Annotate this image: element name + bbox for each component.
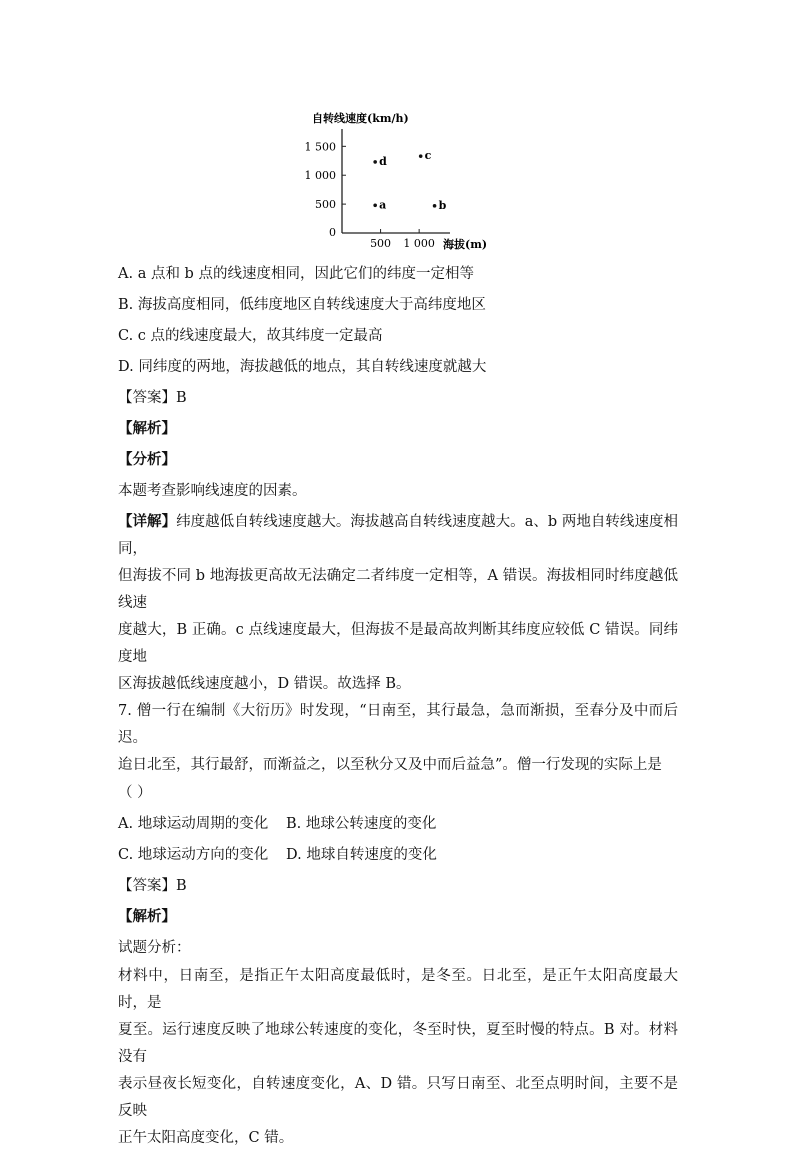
- point-label-d: d: [379, 154, 387, 168]
- q7-options-row-2: [118, 845, 678, 865]
- q7-explain-line-2: 夏至。运行速度反映了地球公转速度的变化，冬至时快，夏至时慢的特点。B 对。材料没有: [118, 1022, 678, 1065]
- q7-answer: 【答案】B: [118, 878, 187, 894]
- point-label-a: a: [379, 198, 387, 212]
- y-axis-label: 自转线速度(km/h): [312, 112, 409, 125]
- q7-analysis-label: 【解析】: [118, 908, 176, 925]
- q6-option-d: D. 同纬度的两地，海拔越低的地点，其自转线速度就越大: [118, 359, 487, 375]
- q7-option-a: A. 地球运动周期的变化: [118, 816, 269, 832]
- question-content: [118, 264, 678, 1152]
- data-point-c: [419, 154, 423, 158]
- x-tick-label: 1 000: [403, 237, 435, 250]
- q7-explain-line-1: 材料中，日南至，是指正午太阳高度最低时，是冬至。日北至，是正午太阳高度最大时，是: [118, 968, 678, 1011]
- q7-answer-paren: （ ）: [118, 785, 152, 801]
- data-point-d: [373, 160, 377, 164]
- chart-svg: [300, 105, 490, 255]
- q7-stem-line-1: 7. 僧一行在编制《大衍历》时发现，“日南至，其行最急，急而渐损，至春分及中而后迟。: [118, 703, 678, 746]
- q6-detail-text-1: 纬度越低自转线速度越大。海拔越高自转线速度越大。a、b 两地自转线速度相同，: [118, 514, 678, 557]
- q7-option-b: B. 地球公转速度的变化: [286, 816, 437, 832]
- q6-detail-line-2: 但海拔不同 b 地海拔更高故无法确定二者纬度一定相等，A 错误。海拔相同时纬度越低线速: [118, 568, 678, 611]
- q6-fenxi-label: 【分析】: [118, 451, 176, 468]
- q6-fenxi-text: 本题考查影响线速度的因素。: [118, 483, 307, 499]
- point-label-c: c: [424, 149, 432, 163]
- y-tick-label: 500: [315, 198, 336, 212]
- origin-label: 0: [329, 226, 336, 239]
- q6-detail-line-3: 度越大，B 正确。c 点线速度最大，但海拔不是最高故判断其纬度应较低 C 错误。同纬度地: [118, 622, 678, 665]
- q6-detail-line-1: [118, 508, 678, 563]
- q6-detail-label: 【详解】: [118, 513, 177, 530]
- q6-option-c: C. c 点的线速度最大，故其纬度一定最高: [118, 328, 383, 344]
- q6-detail: [118, 508, 678, 698]
- q7-option-d: D. 地球自转速度的变化: [286, 847, 437, 863]
- y-tick-label: 1 000: [304, 169, 336, 183]
- q7-explanation: [118, 963, 678, 1152]
- q6-detail-line-4: 区海拔越低线速度越小，D 错误。故选择 B。: [118, 676, 411, 692]
- q7-stem-line-2: 迨日北至，其行最舒，而渐益之，以至秋分又及中而后益急”。僧一行发现的实际上是: [118, 757, 662, 773]
- q7-explain-line-4: 正午太阳高度变化，C 错。: [118, 1130, 294, 1146]
- q7-explain-line-3: 表示昼夜长短变化，自转速度变化，A、D 错。只写日南至、北至点明时间，主要不是反映: [118, 1076, 678, 1119]
- q6-option-a: A. a 点和 b 点的线速度相同，因此它们的纬度一定相等: [118, 266, 474, 282]
- q7-stem: [118, 698, 678, 779]
- q7-test-label: 试题分析：: [118, 940, 191, 956]
- scatter-chart: [300, 105, 490, 255]
- data-point-b: [433, 204, 437, 208]
- q6-option-b: B. 海拔高度相同，低纬度地区自转线速度大于高纬度地区: [118, 297, 486, 313]
- x-axis-label: 海拔(m): [443, 238, 488, 251]
- y-tick-label: 1 500: [304, 140, 336, 154]
- q7-options-row-1: [118, 814, 678, 834]
- q6-answer: 【答案】B: [118, 390, 187, 406]
- points-layer: [373, 149, 446, 212]
- point-label-b: b: [438, 198, 447, 212]
- q6-analysis-label: 【解析】: [118, 420, 176, 437]
- q7-option-c: C. 地球运动方向的变化: [118, 847, 269, 863]
- x-tick-label: 500: [370, 237, 392, 250]
- data-point-a: [373, 203, 377, 207]
